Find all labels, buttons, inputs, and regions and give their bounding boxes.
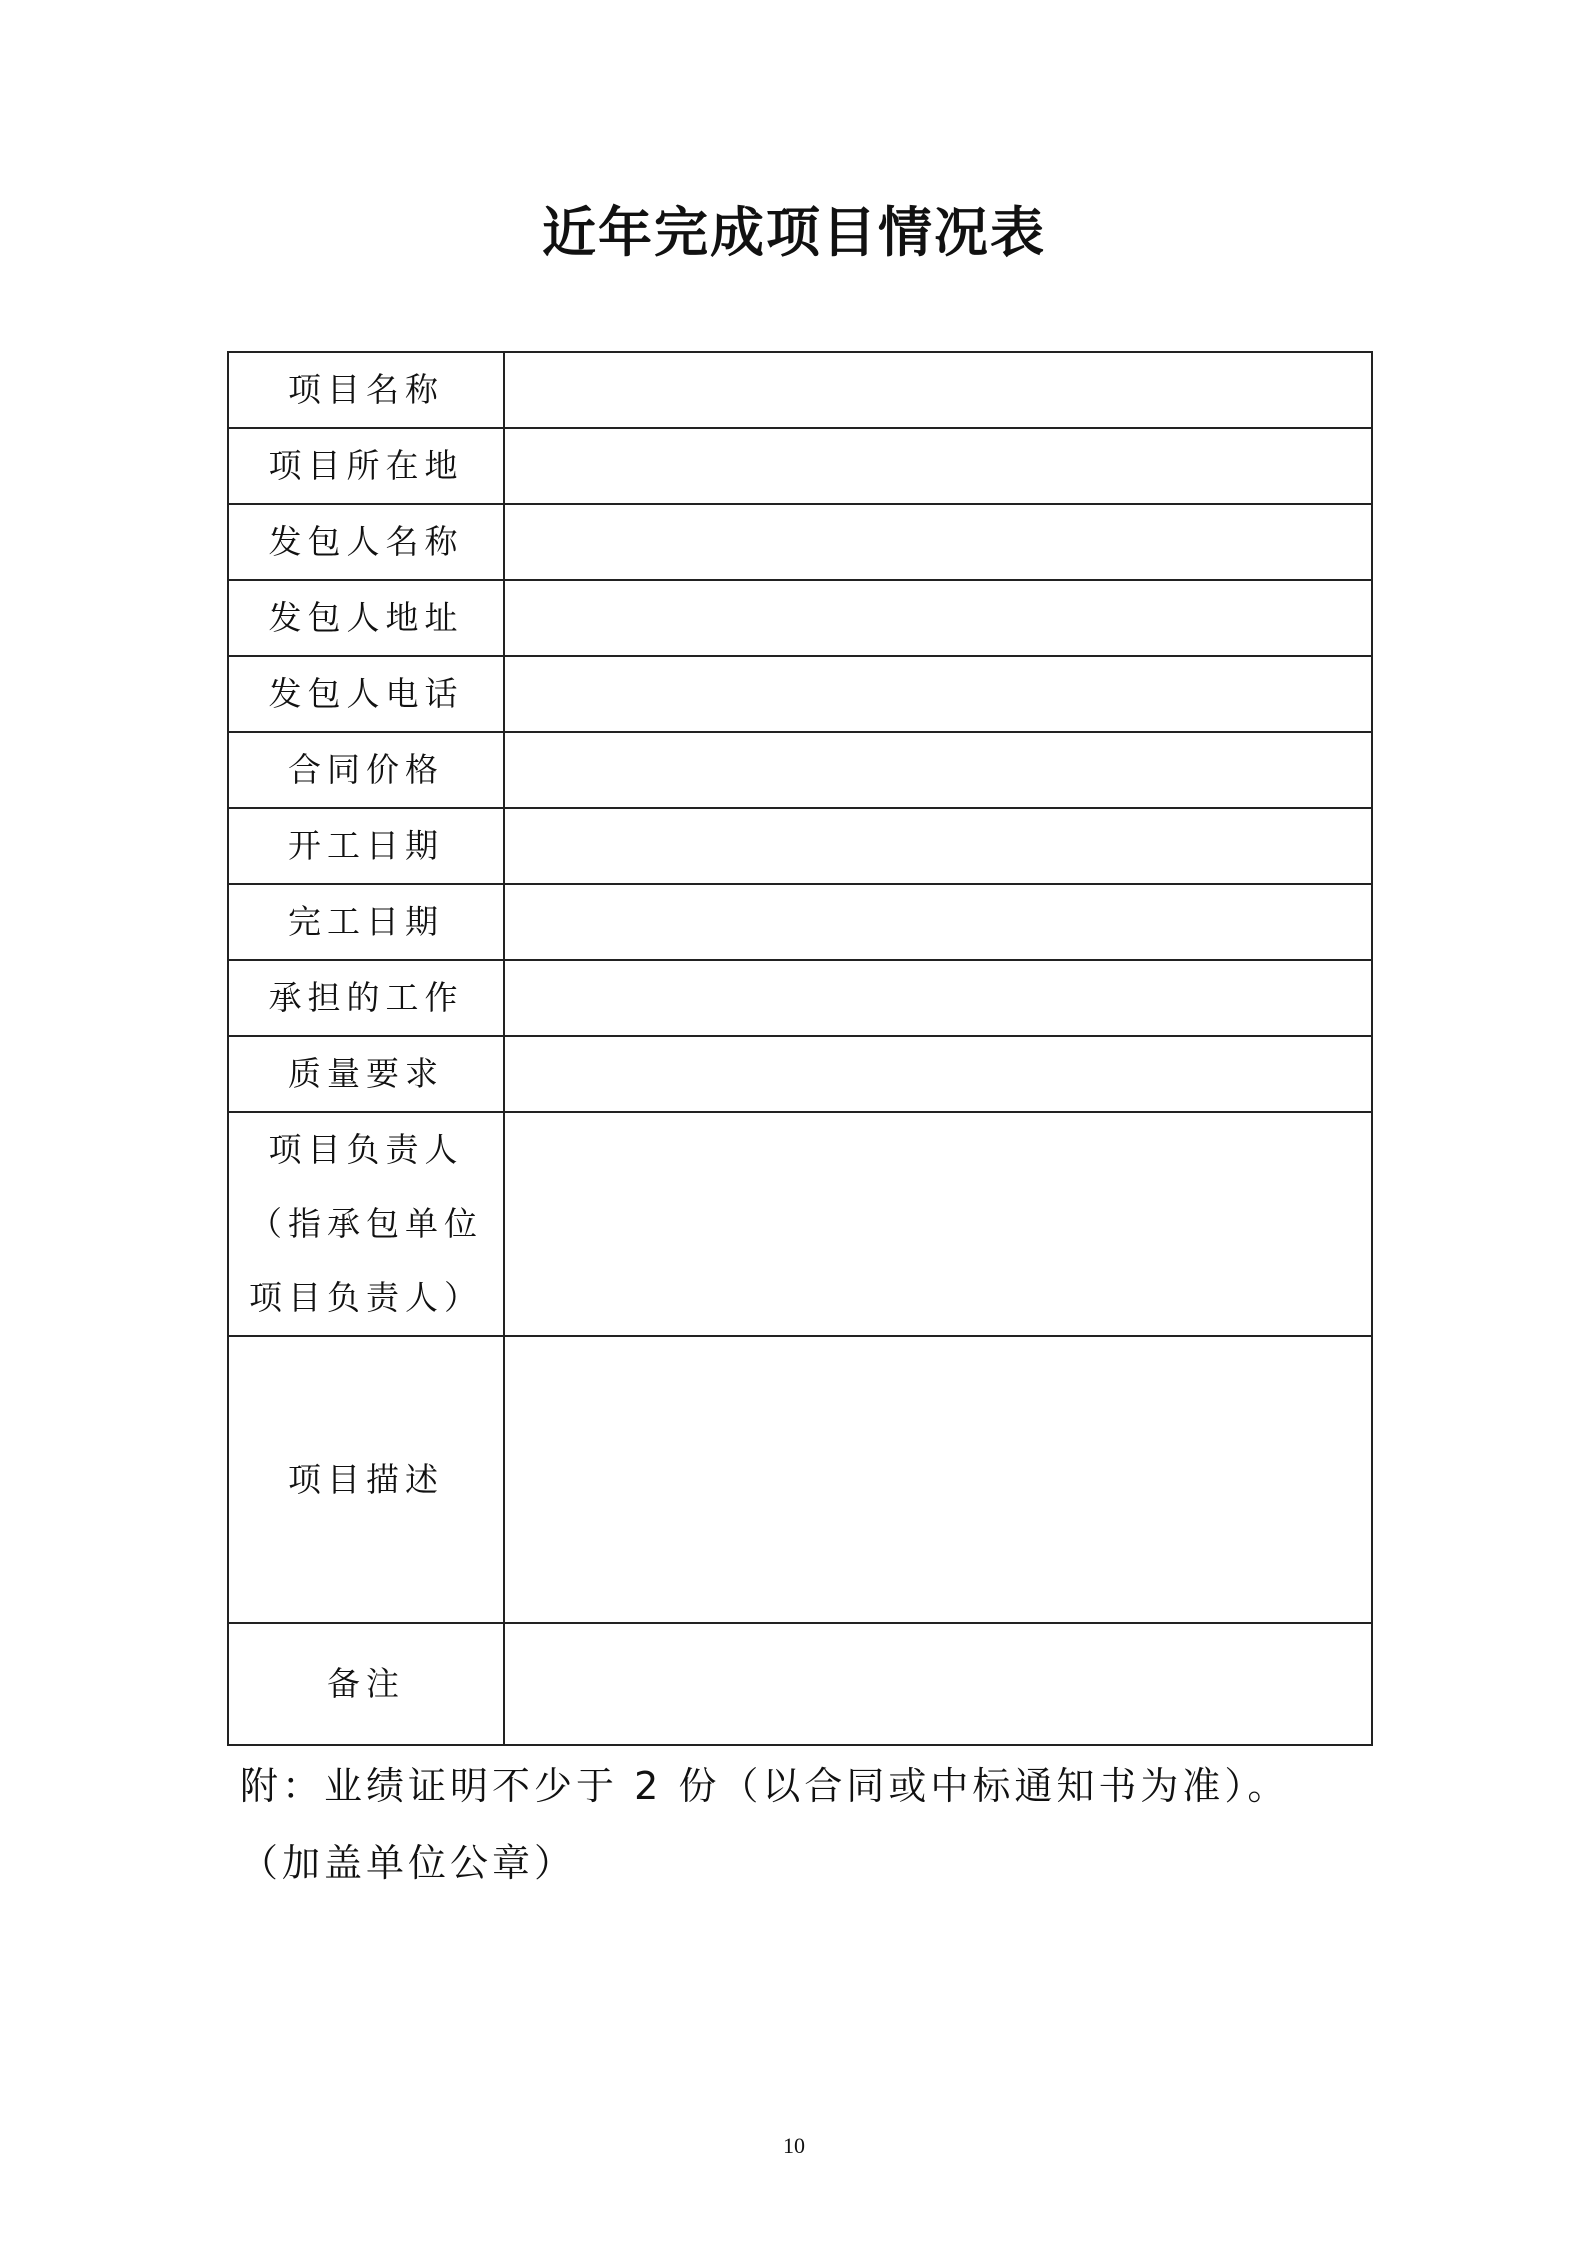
field-value-project-description[interactable] <box>504 1336 1372 1623</box>
field-label-quality-requirements: 质量要求 <box>228 1036 504 1112</box>
field-value-employer-phone[interactable] <box>504 656 1372 732</box>
field-label-project-name: 项目名称 <box>228 352 504 428</box>
table-row <box>228 960 1372 1036</box>
table-row <box>228 732 1372 808</box>
field-value-project-manager[interactable] <box>504 1112 1372 1336</box>
field-value-employer-name[interactable] <box>504 504 1372 580</box>
manager-label-line-1: 项目负责人 <box>268 1130 464 1169</box>
table-row <box>228 504 1372 580</box>
field-value-contract-price[interactable] <box>504 732 1372 808</box>
table-row <box>228 1336 1372 1623</box>
table-row <box>228 808 1372 884</box>
field-value-quality-requirements[interactable] <box>504 1036 1372 1112</box>
field-label-project-manager <box>228 1112 504 1336</box>
page-number: 10 <box>783 2133 805 2158</box>
field-label-project-description: 项目描述 <box>228 1336 504 1623</box>
table-row <box>228 352 1372 428</box>
field-value-project-location[interactable] <box>504 428 1372 504</box>
table-row <box>228 1623 1372 1745</box>
field-label-completion-date: 完工日期 <box>228 884 504 960</box>
table-row <box>228 580 1372 656</box>
footnote-performance-proof: 附：业绩证明不少于 2 份（以合同或中标通知书为准）。 <box>240 1764 1290 1808</box>
field-value-project-name[interactable] <box>504 352 1372 428</box>
field-label-remarks: 备注 <box>228 1623 504 1745</box>
manager-label-line-3: 项目负责人） <box>249 1278 483 1317</box>
field-value-employer-address[interactable] <box>504 580 1372 656</box>
table-row <box>228 1036 1372 1112</box>
field-label-employer-address: 发包人地址 <box>228 580 504 656</box>
manager-label-line-2: （指承包单位 <box>249 1204 483 1243</box>
table-row <box>228 884 1372 960</box>
field-label-employer-phone: 发包人电话 <box>228 656 504 732</box>
field-label-work-undertaken: 承担的工作 <box>228 960 504 1036</box>
field-value-start-date[interactable] <box>504 808 1372 884</box>
table-row <box>228 1112 1372 1336</box>
table-row <box>228 428 1372 504</box>
project-info-table <box>227 351 1373 1746</box>
page-title: 近年完成项目情况表 <box>542 201 1046 264</box>
field-value-remarks[interactable] <box>504 1623 1372 1745</box>
table-row <box>228 656 1372 732</box>
field-label-start-date: 开工日期 <box>228 808 504 884</box>
field-value-completion-date[interactable] <box>504 884 1372 960</box>
field-value-work-undertaken[interactable] <box>504 960 1372 1036</box>
field-label-project-location: 项目所在地 <box>228 428 504 504</box>
field-label-contract-price: 合同价格 <box>228 732 504 808</box>
footnote-company-seal: （加盖单位公章） <box>240 1841 577 1885</box>
field-label-employer-name: 发包人名称 <box>228 504 504 580</box>
